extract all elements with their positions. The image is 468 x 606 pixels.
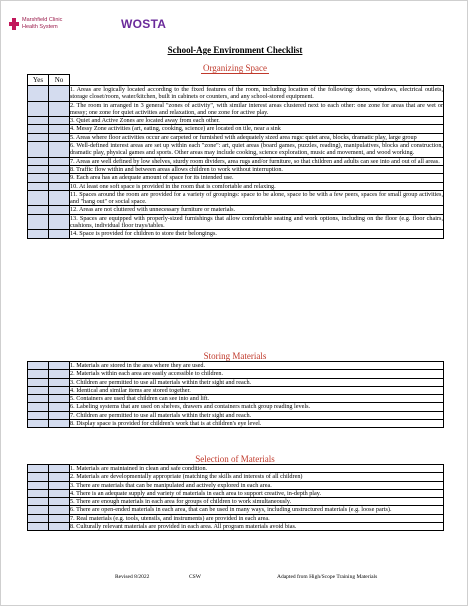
wosta-logo: [121, 15, 166, 41]
yes-checkbox[interactable]: [28, 506, 49, 514]
yes-checkbox[interactable]: [28, 190, 49, 206]
no-checkbox[interactable]: [49, 86, 70, 102]
no-checkbox[interactable]: [49, 395, 70, 403]
wosta-logo-text: WOSTA: [121, 17, 167, 31]
no-checkbox[interactable]: [49, 481, 70, 489]
checklist-row: [28, 206, 444, 214]
footer-author: CSW: [189, 574, 201, 580]
organizing-space-table: [27, 74, 444, 239]
section-heading-storing: [1, 351, 468, 361]
section-heading-storing-label: Storing Materials: [203, 351, 267, 361]
checklist-item-text: 5. There are enough materials in each area for groups of children to work simultaneously.: [70, 498, 444, 506]
no-checkbox[interactable]: [49, 498, 70, 506]
no-checkbox[interactable]: [49, 420, 70, 428]
yes-checkbox[interactable]: [28, 489, 49, 497]
no-checkbox[interactable]: [49, 206, 70, 214]
yes-checkbox[interactable]: [28, 465, 49, 473]
no-checkbox[interactable]: [49, 411, 70, 419]
yes-checkbox[interactable]: [28, 514, 49, 522]
checklist-row: [28, 142, 444, 158]
yes-checkbox[interactable]: [28, 473, 49, 481]
checklist-item-text: 12. Areas are not cluttered with unnecessary furniture or materials.: [70, 206, 444, 214]
yes-column-header: Yes: [28, 75, 49, 86]
checklist-item-text: 7. Children are permitted to use all materials within their sight and reach.: [70, 411, 444, 419]
yes-checkbox[interactable]: [28, 370, 49, 378]
checklist-item-text: 9. Each area has an adequate amount of space for its intended use.: [70, 174, 444, 182]
checklist-item-text: 8. Display space is provided for children's work that is at children's eye level.: [70, 420, 444, 428]
checklist-item-text: 3. Quiet and Active Zones are located away from each other.: [70, 117, 444, 125]
footer-source: Adapted from High/Scope Training Materials: [277, 574, 378, 580]
checklist-row: [28, 473, 444, 481]
yes-checkbox[interactable]: [28, 157, 49, 165]
checklist-item-text: 7. Areas are well defined by low shelves, sturdy room dividers, area rugs and/or furniture, so that children and adults can see into and out of all areas.: [70, 157, 444, 165]
section-heading-selection-label: Selection of Materials: [195, 454, 275, 464]
yes-checkbox[interactable]: [28, 117, 49, 125]
checklist-item-text: 4. Messy Zone activities (art, eating, cooking, science) are located on tile, near a sink: [70, 125, 444, 133]
marshfield-cross-icon: [9, 18, 19, 30]
no-checkbox[interactable]: [49, 506, 70, 514]
checklist-row: [28, 403, 444, 411]
no-checkbox[interactable]: [49, 182, 70, 190]
checklist-row: [28, 378, 444, 386]
checklist-row: [28, 125, 444, 133]
checklist-item-text: 2. Materials within each area are easily accessible to children.: [70, 370, 444, 378]
no-checkbox[interactable]: [49, 403, 70, 411]
checklist-row: [28, 489, 444, 497]
section-heading-organizing-label: Organizing Space: [202, 63, 268, 73]
selection-materials-table: [27, 464, 444, 531]
no-checkbox[interactable]: [49, 386, 70, 394]
checklist-row: [28, 370, 444, 378]
section-heading-selection: [1, 454, 468, 464]
checklist-row: [28, 117, 444, 125]
checklist-row: [28, 465, 444, 473]
checklist-item-text: 2. The room in arranged in 3 general "zones of activity", with similar interest areas clustered next to each other: one zone for areas that are wet or messy; one zone for quiet activities and relaxation, and one zone for active play.: [70, 101, 443, 116]
checklist-row: [28, 174, 444, 182]
checklist-item-text: 5. Containers are used that children can see into and lift.: [70, 395, 444, 403]
table-header-row: [28, 75, 444, 86]
no-checkbox[interactable]: [49, 370, 70, 378]
no-checkbox[interactable]: [49, 214, 70, 230]
checklist-item-text: 7. Real materials (e.g. tools, utensils, and instruments) are provided in each area.: [70, 514, 444, 522]
checklist-item-text: 11. Spaces around the room are provided for a variety of groupings: space to be alone, space to be with a few peers, spaces for small group activities, and "hang out" or social space.: [70, 190, 443, 206]
no-checkbox[interactable]: [49, 142, 70, 158]
yes-checkbox[interactable]: [28, 420, 49, 428]
checklist-row: [28, 523, 444, 531]
checklist-item-text: 1. Materials are maintained in clean and safe condition.: [70, 465, 444, 473]
checklist-row: [28, 420, 444, 428]
no-checkbox[interactable]: [49, 489, 70, 497]
checklist-row: [28, 395, 444, 403]
checklist-row: [28, 506, 444, 514]
yes-checkbox[interactable]: [28, 481, 49, 489]
no-checkbox[interactable]: [49, 465, 70, 473]
no-checkbox[interactable]: [49, 230, 70, 238]
checklist-row: [28, 182, 444, 190]
no-checkbox[interactable]: [49, 523, 70, 531]
checklist-item-text: 2. Materials are developmentally appropriate (matching the skills and interests of all children): [70, 473, 444, 481]
checklist-item-text: 8. Traffic flow within and between areas allows children to work without interruption.: [70, 165, 444, 173]
checklist-item-text: 13. Spaces are equipped with properly-sized furnishings that allow comfortable seating and work options, including on the floor (e.g. floor chairs, cushions, individual floor trays/tables.: [70, 214, 443, 230]
yes-checkbox[interactable]: [28, 378, 49, 386]
yes-checkbox[interactable]: [28, 386, 49, 394]
yes-checkbox[interactable]: [28, 362, 49, 370]
checklist-item-text: 1. Areas are logically located according to the fixed features of the room, including location of the following: doors, windows, electrical outlets, storage closet/room, water/kitchen, built in cabinets or counters, and any school-stored equipment.: [70, 86, 443, 101]
yes-checkbox[interactable]: [28, 214, 49, 230]
checklist-item-text: 14. Space is provided for children to store their belongings.: [70, 230, 444, 238]
yes-checkbox[interactable]: [28, 142, 49, 158]
checklist-item-text: 5. Areas where floor activities occur are carpeted or furnished with adequately sized area rugs: quiet area, blocks, dramatic play, large group: [70, 133, 444, 141]
mcl-logo-line2: Health System: [22, 23, 58, 30]
checklist-row: [28, 498, 444, 506]
checklist-row: [28, 481, 444, 489]
no-checkbox[interactable]: [49, 514, 70, 522]
checklist-row: [28, 230, 444, 238]
checklist-row: [28, 411, 444, 419]
no-checkbox[interactable]: [49, 165, 70, 173]
checklist-item-text: 6. There are open-ended materials in each area, that can be used in many ways, including unstructured materials (e.g. loose parts).: [70, 506, 444, 514]
no-checkbox[interactable]: [49, 378, 70, 386]
no-checkbox[interactable]: [49, 174, 70, 182]
marshfield-clinic-logo: [9, 17, 62, 43]
yes-checkbox[interactable]: [28, 86, 49, 102]
no-checkbox[interactable]: [49, 157, 70, 165]
page-header: [9, 13, 461, 43]
yes-checkbox[interactable]: [28, 498, 49, 506]
checklist-item-text: 3. Children are permitted to use all materials within their sight and reach.: [70, 378, 444, 386]
yes-checkbox[interactable]: [28, 101, 49, 117]
yes-checkbox[interactable]: [28, 174, 49, 182]
yes-checkbox[interactable]: [28, 125, 49, 133]
page-title: School-Age Environment Checklist: [167, 45, 303, 55]
checklist-item-text: 10. At least one soft space is provided in the room that is comfortable and relaxing.: [70, 182, 444, 190]
yes-checkbox[interactable]: [28, 403, 49, 411]
yes-checkbox[interactable]: [28, 206, 49, 214]
checklist-row: [28, 86, 444, 102]
yes-checkbox[interactable]: [28, 523, 49, 531]
no-column-header: No: [49, 75, 70, 86]
yes-checkbox[interactable]: [28, 133, 49, 141]
checklist-row: [28, 101, 444, 117]
checklist-item-text: 1. Materials are stored in the area where they are used.: [70, 362, 444, 370]
checklist-item-text: 3. There are materials that can be manipulated and actively explored in each area.: [70, 481, 444, 489]
section-heading-organizing: [1, 63, 468, 73]
checklist-row: [28, 133, 444, 141]
footer-revised: Revised 8/2022: [115, 574, 150, 580]
checklist-row: [28, 386, 444, 394]
checklist-row: [28, 214, 444, 230]
no-checkbox[interactable]: [49, 117, 70, 125]
no-checkbox[interactable]: [49, 473, 70, 481]
checklist-item-text: 6. Well-defined interest areas are set up within each "zone": art, quiet areas (board games, puzzles, reading), manipulatives, blocks and construction, dramatic play, physical games and sports. Other areas may include cooking, science exploration, music and movement, and wood working.: [70, 142, 443, 157]
checklist-row: [28, 362, 444, 370]
yes-checkbox[interactable]: [28, 182, 49, 190]
checklist-row: [28, 165, 444, 173]
no-checkbox[interactable]: [49, 190, 70, 206]
yes-checkbox[interactable]: [28, 165, 49, 173]
checklist-item-text: 8. Culturally relevant materials are provided in each area. All program materials avoid bias.: [70, 523, 444, 531]
checklist-row: [28, 514, 444, 522]
no-checkbox[interactable]: [49, 362, 70, 370]
no-checkbox[interactable]: [49, 101, 70, 117]
storing-materials-table: [27, 361, 444, 428]
checklist-item-text: 6. Labeling systems that are used on shelves, drawers and containers match group reading levels.: [70, 403, 444, 411]
checklist-item-text: 4. Identical and similar items are stored together.: [70, 386, 444, 394]
yes-checkbox[interactable]: [28, 411, 49, 419]
yes-checkbox[interactable]: [28, 395, 49, 403]
mcl-logo-line1: Marshfield Clinic: [22, 17, 63, 23]
checklist-row: [28, 157, 444, 165]
yes-checkbox[interactable]: [28, 230, 49, 238]
no-checkbox[interactable]: [49, 125, 70, 133]
checklist-row: [28, 190, 444, 206]
no-checkbox[interactable]: [49, 133, 70, 141]
checklist-item-text: 4. There is an adequate supply and variety of materials in each area to support creative, in-depth play.: [70, 489, 444, 497]
